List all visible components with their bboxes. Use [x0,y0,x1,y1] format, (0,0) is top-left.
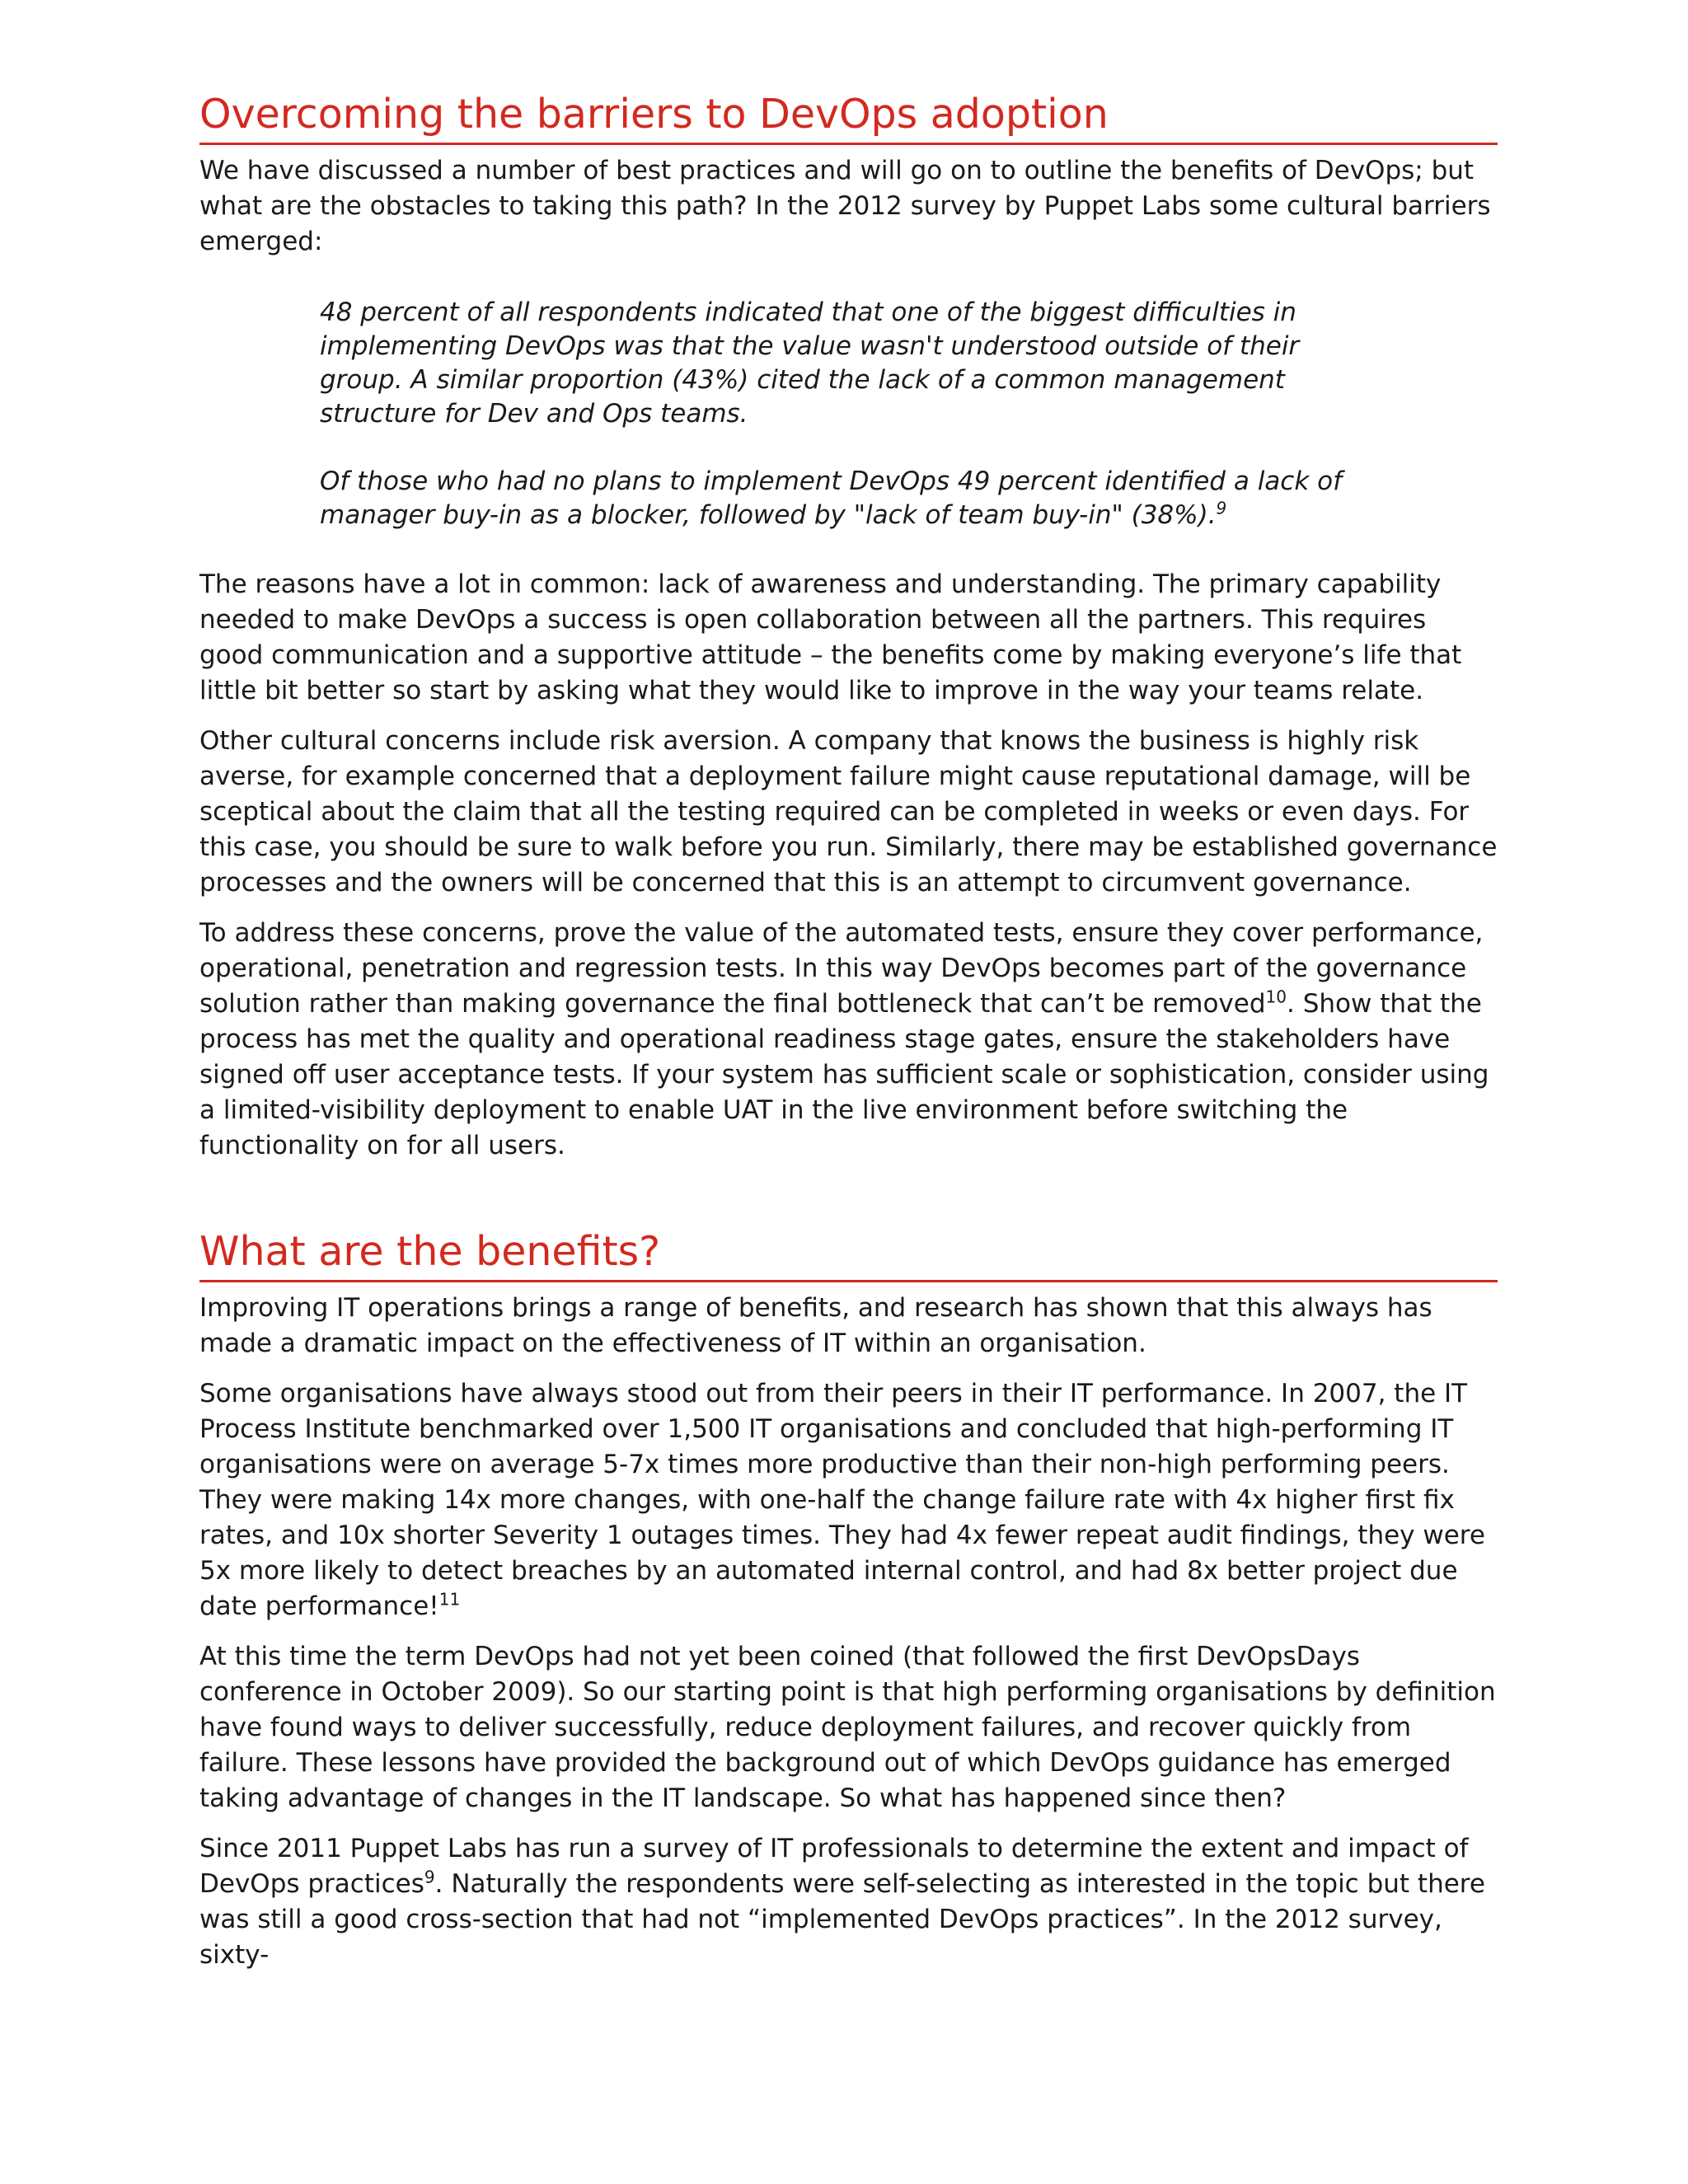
footnote-ref: 9 [424,1867,435,1887]
paragraph-text: Some organisations have always stood out from their peers in their IT performance. In 2007, the IT Process Institute benchmarked over 1,500 IT organisations and concluded that high-performing IT organisations were on average 5-7x times more productive than their non-high performing peers. They were making 14x more changes, with one-half the change failure rate with 4x higher first fix rates, and 10x shorter Severity 1 outages times. They had 4x fewer repeat audit findings, they were 5x more likely to detect breaches by an automated internal control, and had 8x better project due date performance! [199,1378,1485,1621]
paragraph-text: . Show that the process has met the quality and operational readiness stage gates, ensure the stakeholders have signed off user acceptance tests. If your system has sufficient scale or sophistication, consider using a limited-visibility deployment to enable UAT in the live environment before switching the functionality on for all users. [199,988,1489,1160]
survey-paragraph [199,1831,1498,1973]
footnote-ref: 11 [438,1589,461,1610]
section-heading-benefits: What are the benefits? [199,1228,1498,1282]
quote-paragraph-1: 48 percent of all respondents indicated that one of the biggest difficulties in implementing DevOps was that the value wasn't understood outside of their group. A similar proportion (43%) cited the lack of a common management structure for Dev and Ops teams. [320,297,1300,429]
risk-aversion-paragraph: Other cultural concerns include risk aversion. A company that knows the business is highly risk averse, for example concerned that a deployment failure might cause reputational damage, will be sceptical about the claim that all the testing required can be completed in weeks or even days. For this case, you should be sure to walk before you run. Similarly, there may be established governance processes and the owners will be concerned that this is an attempt to circumvent governance. [199,725,1498,898]
paragraph-text: Since 2011 Puppet Labs has run a survey of IT professionals to determine the extent and impact of DevOps practices [199,1833,1469,1899]
benefits-intro-paragraph: Improving IT operations brings a range of benefits, and research has shown that this always has made a dramatic impact on the effectiveness of IT within an organisation. [199,1292,1432,1358]
quote-text: Of those who had no plans to implement DevOps 49 percent identified a lack of manager buy-in as a blocker, followed by "lack of team buy-in" (38%). [320,466,1343,530]
reasons-paragraph: The reasons have a lot in common: lack of awareness and understanding. The primary capability needed to make DevOps a success is open collaboration between all the partners. This requires good communication and a supportive attitude – the benefits come by making everyone’s life that little bit better so start by asking what they would like to improve in the way your teams relate. [199,569,1462,705]
intro-paragraph: We have discussed a number of best practices and will go on to outline the benefits of DevOps; but what are the obstacles to taking this path? In the 2012 survey by Puppet Labs some cultural barriers emerged: [199,155,1491,256]
benchmark-paragraph [199,1376,1498,1624]
footnote-ref: 9 [1216,498,1227,518]
quote-paragraph-2 [320,465,1383,532]
section-heading-barriers: Overcoming the barriers to DevOps adoption [199,91,1498,145]
document-page [199,91,1498,1988]
footnote-ref: 10 [1265,987,1287,1007]
survey-quote-block [320,296,1383,532]
paragraph-text: To address these concerns, prove the value of the automated tests, ensure they cover performance, operational, penetration and regression tests. In this way DevOps becomes part of the governance solution rather than making governance the final bottleneck that can’t be removed [199,917,1484,1019]
paragraph-text: . Naturally the respondents were self-selecting as interested in the topic but there was still a good cross-section that had not “implemented DevOps practices”. In the 2012 survey, sixty- [199,1868,1485,1970]
address-concerns-paragraph [199,916,1498,1164]
history-paragraph: At this time the term DevOps had not yet been coined (that followed the first DevOpsDays conference in October 2009). So our starting point is that high performing organisations by definition have found ways to deliver successfully, reduce deployment failures, and recover quickly from failure. These lessons have provided the background out of which DevOps guidance has emerged taking advantage of changes in the IT landscape. So what has happened since then? [199,1641,1496,1813]
section-spacer [199,1179,1498,1228]
